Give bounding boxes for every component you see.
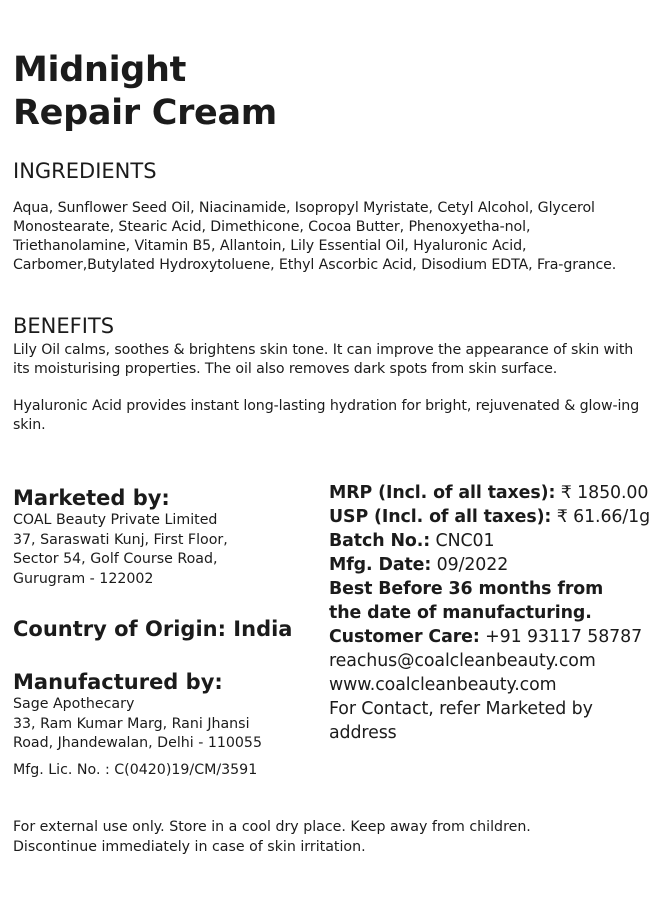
marketed-by-heading: Marketed by: <box>13 486 170 510</box>
marketed-by-address: COAL Beauty Private Limited 37, Saraswati Kunj, First Floor, Sector 54, Golf Course Road, Gurugram - 122002 <box>13 512 228 587</box>
contact-note-line-2: address <box>329 723 397 743</box>
customer-care-row <box>329 625 659 649</box>
product-title-line-1: Midnight <box>13 50 187 90</box>
country-of-origin: Country of Origin: India <box>13 617 293 641</box>
benefits-heading: BENEFITS <box>13 314 115 338</box>
usp-label: USP (Incl. of all taxes): <box>329 507 552 527</box>
website-url: www.coalcleanbeauty.com <box>329 675 557 695</box>
benefits-paragraph-hyaluronic: Hyaluronic Acid provides instant long-lasting hydration for bright, rejuvenated & glow-ing skin. <box>13 398 640 433</box>
best-before-line-1: Best Before 36 months from <box>329 579 604 599</box>
product-title <box>13 49 277 135</box>
batch-label: Batch No.: <box>329 531 431 551</box>
customer-care-label: Customer Care: <box>329 627 480 647</box>
product-details <box>329 481 659 745</box>
manufactured-by-heading: Manufactured by: <box>13 670 223 694</box>
usp-value: ₹ 61.66/1g <box>551 507 651 527</box>
ingredients-list: Aqua, Sunflower Seed Oil, Niacinamide, Isopropyl Myristate, Cetyl Alcohol, Glycerol Monostearate, Stearic Acid, Dimethicone, Cocoa Butter, Phenoxyetha-nol, Triethanolamine, Vitamin B5, Allantoin, Lily Essential Oil, Hyaluronic Acid, Carbomer,Butylated Hydroxytoluene, Ethyl Ascorbic Acid, Disodium EDTA, Fra-grance. <box>13 200 617 273</box>
mfg-date-row <box>329 553 659 577</box>
contact-email: reachus@coalcleanbeauty.com <box>329 651 596 671</box>
mrp-row <box>329 481 659 505</box>
mfg-date-value: 09/2022 <box>431 555 509 575</box>
ingredients-heading: INGREDIENTS <box>13 159 157 183</box>
product-title-line-2: Repair Cream <box>13 93 277 133</box>
customer-care-phone: +91 93117 58787 <box>479 627 643 647</box>
mrp-value: ₹ 1850.00 <box>555 483 649 503</box>
mrp-label: MRP (Incl. of all taxes): <box>329 483 556 503</box>
batch-value: CNC01 <box>430 531 495 551</box>
manufacturing-license: Mfg. Lic. No. : C(0420)19/CM/3591 <box>13 762 258 778</box>
best-before-line-2: the date of manufacturing. <box>329 603 592 623</box>
benefits-paragraph-lily-oil: Lily Oil calms, soothes & brightens skin tone. It can improve the appearance of skin with its moisturising properties. The oil also removes dark spots from skin surface. <box>13 342 634 377</box>
batch-row <box>329 529 659 553</box>
manufactured-by-address: Sage Apothecary 33, Ram Kumar Marg, Rani Jhansi Road, Jhandewalan, Delhi - 110055 <box>13 696 262 751</box>
mfg-date-label: Mfg. Date: <box>329 555 432 575</box>
contact-note-line-1: For Contact, refer Marketed by <box>329 699 593 719</box>
safety-warning: For external use only. Store in a cool dry place. Keep away from children. Discontinue immediately in case of skin irritation. <box>13 819 531 855</box>
usp-row <box>329 505 659 529</box>
